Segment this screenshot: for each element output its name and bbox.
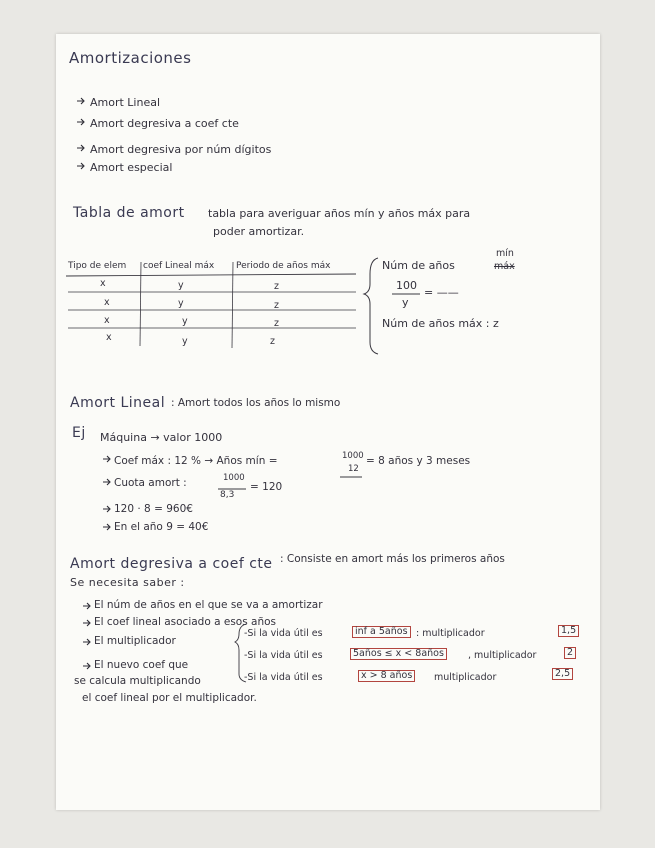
arrow-icon: [102, 522, 112, 532]
calc-line: 120 · 8 = 960€: [114, 503, 193, 515]
multiplier-label: multiplicador: [434, 672, 497, 683]
cuota-result: = 120: [250, 481, 283, 493]
list-item: Amort degresiva por núm dígitos: [90, 143, 272, 156]
list-item: Amort Lineal: [90, 96, 161, 109]
condition-prefix: -Si la vida útil es: [244, 672, 323, 683]
condition-box: 5años ≤ x < 8años: [350, 648, 447, 660]
max-years-line: Núm de años máx : z: [382, 317, 499, 330]
need-item-cont: el coef lineal por el multiplicador.: [82, 692, 257, 704]
table-cell: x: [104, 297, 110, 308]
arrow-icon: [82, 637, 92, 647]
min-word: mín: [496, 248, 514, 259]
need-item: El coef lineal asociado a esos años: [94, 616, 277, 628]
cuota-line: Cuota amort :: [114, 477, 187, 489]
arrow-icon: [102, 454, 112, 464]
table-cell: x: [104, 315, 110, 326]
table-cell: z: [274, 318, 279, 329]
table-header: coef Lineal máx: [143, 261, 215, 271]
condition-prefix: -Si la vida útil es: [244, 650, 323, 661]
need-to-know: Se necesita saber :: [70, 576, 185, 589]
notebook-page: [56, 34, 600, 810]
multiplier-label: : multiplicador: [416, 628, 485, 639]
multiplier-value-box: 2: [564, 647, 576, 659]
multiplier-value-box: 1,5: [558, 625, 579, 637]
table-cell: z: [270, 336, 275, 347]
condition-box: inf a 5años: [352, 626, 411, 638]
condition-box: x > 8 años: [358, 670, 415, 682]
arrow-icon: [102, 504, 112, 514]
arrow-icon: [82, 618, 92, 628]
coef-fraction-den: 12: [348, 464, 359, 474]
year9-line: En el año 9 = 40€: [114, 521, 209, 533]
section-heading-degresiva: Amort degresiva a coef cte: [70, 556, 273, 572]
need-item-cont: se calcula multiplicando: [74, 675, 201, 687]
table-header: Tipo de elem: [68, 261, 127, 271]
tabla-description: tabla para averiguar años mín y años máx para: [208, 207, 471, 220]
list-item: Amort degresiva a coef cte: [90, 117, 239, 130]
list-item: Amort especial: [90, 161, 173, 174]
page-title: Amortizaciones: [69, 49, 192, 67]
section-heading-tabla: Tabla de amort: [73, 205, 185, 221]
section-heading-lineal: Amort Lineal: [70, 395, 166, 411]
multiplier-value-box: 2,5: [552, 668, 573, 680]
table-cell: y: [182, 336, 188, 347]
arrow-icon: [82, 601, 92, 611]
example-label: Ej: [72, 425, 86, 441]
fraction-numerator: 100: [396, 279, 417, 292]
arrow-icon: [82, 661, 92, 671]
cuota-fraction-num: 1000: [223, 473, 245, 483]
min-years-label: Núm de años: [382, 259, 455, 272]
maquina-line: Máquina → valor 1000: [100, 431, 223, 444]
coef-fraction-num: 1000: [342, 451, 364, 461]
fraction-result: = ——: [424, 286, 459, 299]
max-word-struck: máx: [494, 261, 515, 272]
tabla-description-cont: poder amortizar.: [213, 225, 305, 238]
table-cell: y: [178, 280, 184, 291]
need-item: El multiplicador: [94, 635, 176, 647]
table-cell: z: [274, 300, 279, 311]
fraction-denominator: y: [402, 296, 409, 309]
table-cell: x: [100, 278, 106, 289]
need-item: El nuevo coef que: [94, 659, 189, 671]
arrow-icon: [102, 477, 112, 487]
table-cell: y: [182, 316, 188, 327]
table-cell: y: [178, 298, 184, 309]
coef-max-line: Coef máx : 12 % → Años mín =: [114, 455, 278, 467]
need-item: El núm de años en el que se va a amortizar: [94, 599, 323, 611]
degresiva-description: : Consiste en amort más los primeros años: [280, 553, 505, 565]
multiplier-label: , multiplicador: [468, 650, 537, 661]
table-header: Periodo de años máx: [236, 261, 331, 271]
condition-prefix: -Si la vida útil es: [244, 628, 323, 639]
table-cell: x: [106, 332, 112, 343]
lineal-description: : Amort todos los años lo mismo: [171, 397, 341, 409]
coef-result: = 8 años y 3 meses: [366, 455, 471, 467]
table-cell: z: [274, 281, 279, 292]
cuota-fraction-den: 8,3: [220, 490, 235, 500]
